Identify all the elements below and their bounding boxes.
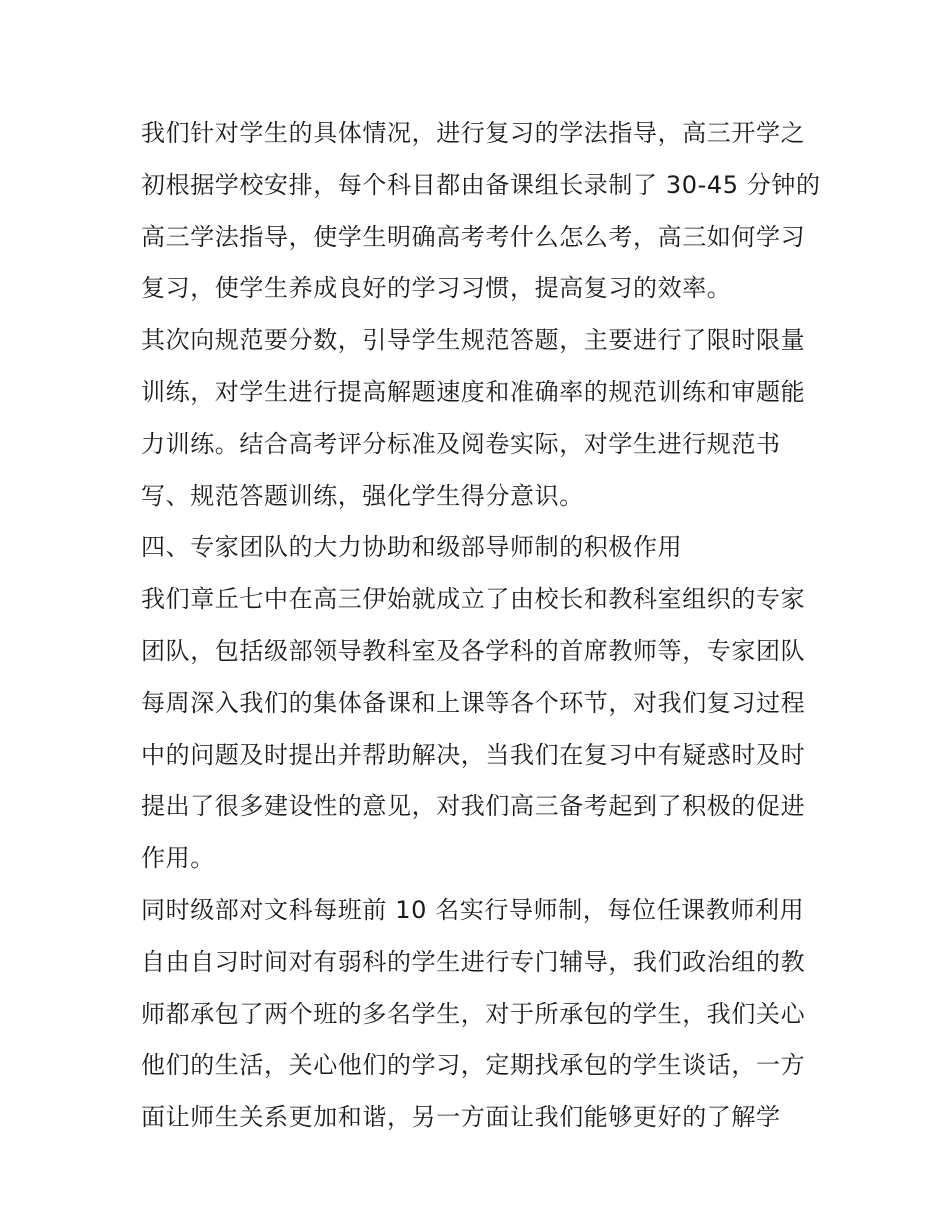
text-line: 作用。 <box>141 844 215 873</box>
text-line: 团队，包括级部领导教科室及各学科的首席教师等，专家团队 <box>141 636 806 665</box>
text-line: 高三学法指导，使学生明确高考考什么怎么考，高三如何学习 <box>141 222 806 251</box>
text-line: 其次向规范要分数，引导学生规范答题，主要进行了限时限量 <box>141 326 806 355</box>
paragraph-standardized-answering <box>141 315 813 522</box>
text-line: 复习，使学生养成良好的学习习惯，提高复习的效率。 <box>141 274 732 303</box>
text-line: 自由自习时间对有弱科的学生进行专门辅导，我们政治组的教 <box>141 947 806 976</box>
text-line: 我们针对学生的具体情况，进行复习的学法指导，高三开学之 <box>141 119 806 147</box>
text-line: 每周深入我们的集体备课和上课等各个环节，对我们复习过程 <box>141 688 806 717</box>
text-line: 同时级部对文科每班前 10 名实行导师制，每位任课教师利用 <box>141 895 805 924</box>
text-line: 我们章丘七中在高三伊始就成立了由校长和教科室组织的专家 <box>141 585 806 614</box>
text-line: 师都承包了两个班的多名学生，对于所承包的学生，我们关心 <box>141 999 806 1028</box>
text-line: 中的问题及时提出并帮助解决，当我们在复习中有疑惑时及时 <box>141 740 806 769</box>
text-line: 训练，对学生进行提高解题速度和准确率的规范训练和审题能 <box>141 377 806 406</box>
section-heading-four <box>141 522 813 574</box>
document-body <box>141 108 821 1144</box>
text-line: 力训练。结合高考评分标准及阅卷实际，对学生进行规范书 <box>141 429 781 458</box>
paragraph-study-method-guidance <box>141 108 821 315</box>
text-line: 面让师生关系更加和谐，另一方面让我们能够更好的了解学 <box>141 1103 781 1132</box>
text-line: 写、规范答题训练，强化学生得分意识。 <box>141 481 584 510</box>
text-line: 初根据学校安排，每个科目都由备课组长录制了 30-45 分钟的 <box>141 170 821 199</box>
section-heading-text: 四、专家团队的大力协助和级部导师制的积极作用 <box>141 533 683 562</box>
paragraph-mentor-system <box>141 885 813 1144</box>
text-line: 他们的生活，关心他们的学习，定期找承包的学生谈话，一方 <box>141 1051 806 1080</box>
text-line: 提出了很多建设性的意见，对我们高三备考起到了积极的促进 <box>141 792 806 821</box>
paragraph-expert-team <box>141 574 813 885</box>
